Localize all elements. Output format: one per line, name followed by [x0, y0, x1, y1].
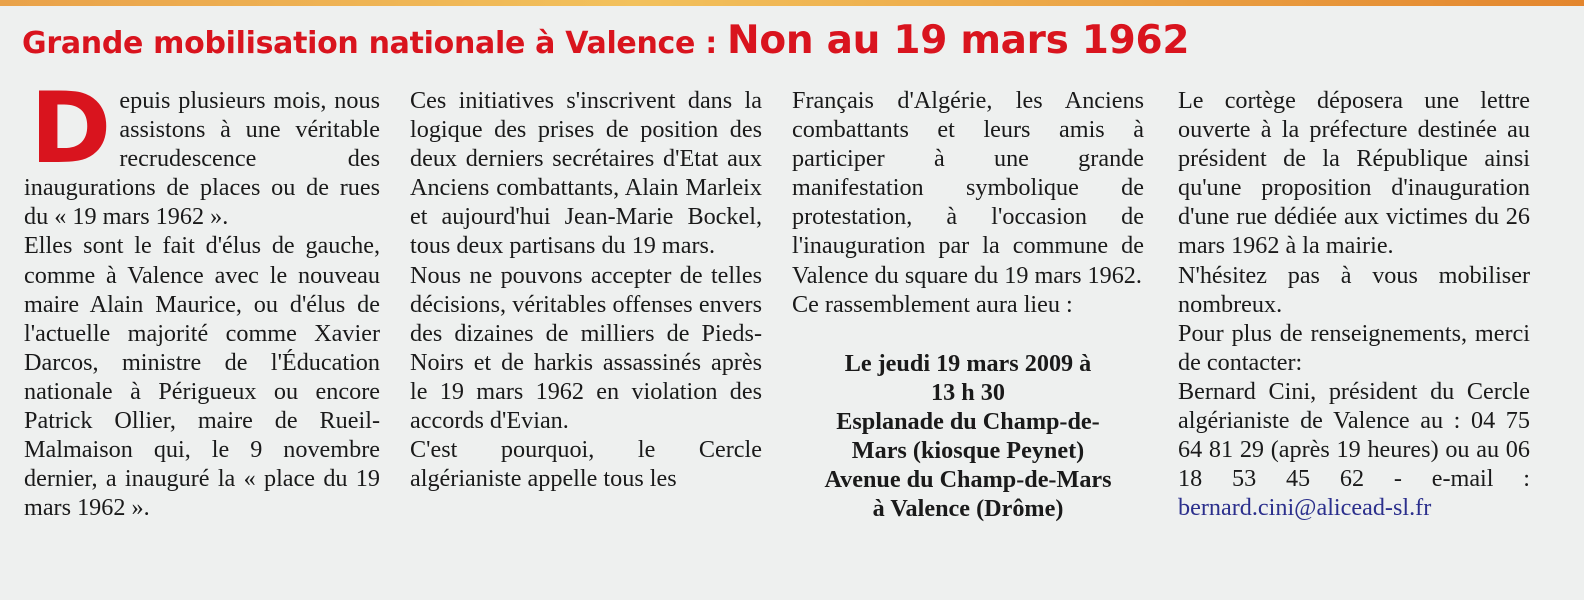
event-place-line: Esplanade du Champ-de- — [836, 407, 1100, 435]
paragraph: Le cortège déposera une lettre ouverte à la préfecture destinée au président de la République ainsi qu'une proposition d'inauguration d'une rue dédiée aux victimes du 26 mars 1962 à la mairie. — [1178, 87, 1530, 260]
event-time: 13 h 30 — [931, 378, 1005, 406]
paragraph: C'est pourquoi, le Cercle algérianiste appelle tous les — [410, 436, 762, 493]
event-city-line: à Valence (Drôme) — [872, 495, 1064, 523]
contact-text: Bernard Cini, président du Cercle algérianiste de Valence au : 04 75 64 81 29 (après 19 heures) ou au 06 18 53 45 62 - e-mail : — [1178, 377, 1530, 493]
top-color-bar — [0, 0, 1584, 6]
headline-part1: Grande mobilisation nationale à Valence : — [22, 26, 728, 61]
event-address-line: Avenue du Champ-de-Mars — [824, 466, 1112, 494]
headline-part2: Non au 19 mars 1962 — [727, 18, 1190, 63]
drop-cap: D — [30, 72, 112, 186]
paragraph: Français d'Algérie, les Anciens combattants et leurs amis à participer à une grande manifestation symbolique de protestation, à l'occasion de l'inauguration par la commune de Valence du square du 19 mars 1962. — [792, 87, 1144, 289]
paragraph: Nous ne pouvons accepter de telles décisions, véritables offenses envers des dizaines de milliers de Pieds-Noirs et de harkis assassinés après le 19 mars 1962 en violation des accords d'Evian. — [410, 261, 762, 435]
paragraph: Ces initiatives s'inscrivent dans la logique des prises de position des deux derniers secrétaires d'Etat aux Anciens combattants, Alain Marleix et aujourd'hui Jean-Marie Bockel, tous deux partisans du 19 mars. — [410, 87, 762, 260]
paragraph: N'hésitez pas à vous mobiliser nombreux. — [1178, 261, 1530, 318]
paragraph: Elles sont le fait d'élus de gauche, comme à Valence avec le nouveau maire Alain Maurice, ou d'élus de l'actuelle majorité comme Xavier Darcos, ministre de l'Éducation nationale à Périgueux ou encore Patrick Ollier, maire de Rueil-Malmaison qui, le 9 novembre dernier, a inauguré la « place du 19 mars 1962 ». — [24, 232, 380, 522]
paragraph: Ce rassemblement aura lieu : — [792, 290, 1073, 318]
article-column-1 — [24, 72, 380, 586]
event-details — [792, 349, 1144, 524]
article-column-3 — [792, 86, 1144, 586]
email-address: bernard.cini@alicead-sl.fr — [1178, 494, 1432, 522]
event-place-line: Mars (kiosque Peynet) — [851, 437, 1085, 465]
article-column-4 — [1178, 86, 1530, 586]
paragraph: Pour plus de renseignements, merci de contacter: — [1178, 319, 1530, 376]
article-column-2 — [410, 86, 762, 586]
article-headline — [22, 18, 1562, 63]
event-date: Le jeudi 19 mars 2009 à — [844, 349, 1092, 377]
paragraph: epuis plusieurs mois, nous assistons à une véritable recrudescence des inaugurations de places ou de rues du « 19 mars 1962 ». — [24, 87, 380, 231]
contact-paragraph — [1178, 377, 1530, 522]
